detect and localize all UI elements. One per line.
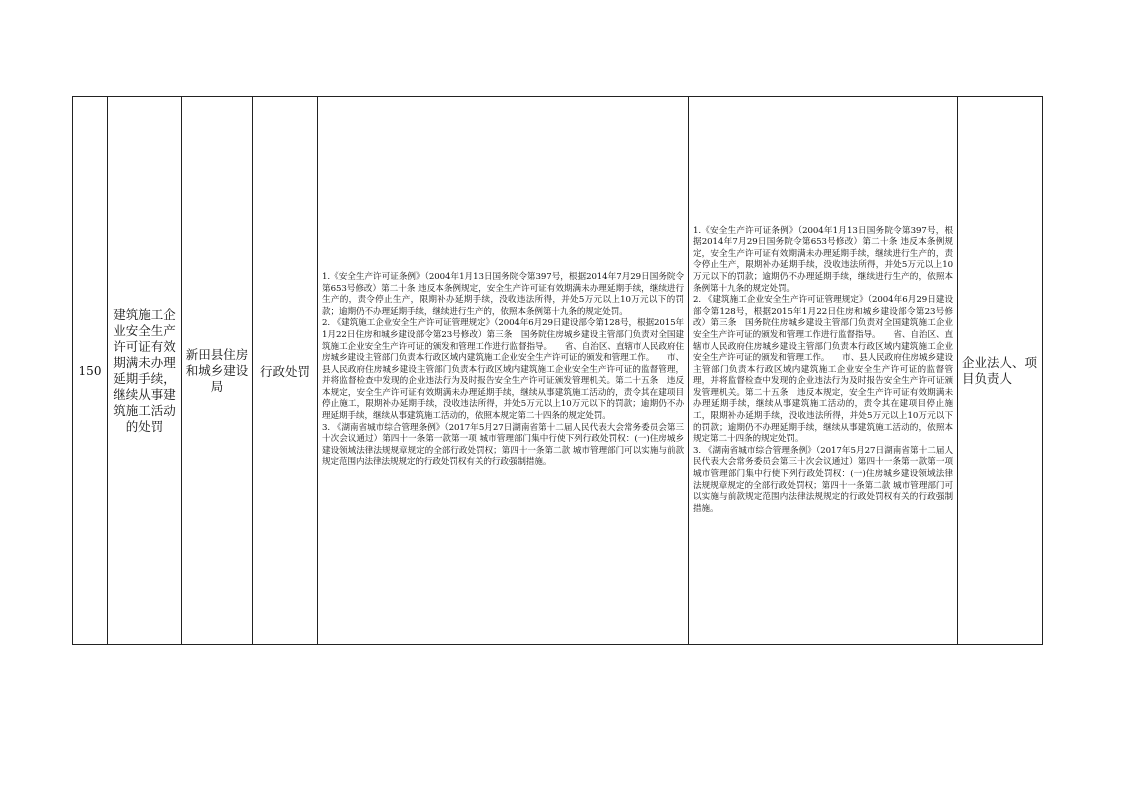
legal-basis-clause-2: 2. 《建筑施工企业安全生产许可证管理规定》（2004年6月29日建设部令第128号，根据2015年1月22日住房和城乡建设部令第23号修改）第三条 国务院住房城乡建设主管部门负责对全国建筑施工企业安全生产许可证的颁发和管理工作进行监督指导。 省、自治区、直辖市人民政府住房城乡建设主管部门负责本行政区域内建筑施工企业安全生产许可证的颁发和管理工作。 市、县人民政府住房城乡建设主管部门负责本行政区域内建筑施工企业安全生产许可证的监督管理，并将监督检查中发现的企业违法行为及时报告安全生产许可证颁发管理机关。第二十五条 违反本规定，安全生产许可证有效期满未办理延期手续，继续从事建筑施工活动的，责令其在建项目停止施工，限期补办延期手续，没收违法所得，并处5万元以上10万元以下的罚款；逾期仍不办理延期手续，继续从事建筑施工活动的，依照本规定第二十四条的规定处罚。: [322, 318, 684, 422]
legal-basis-2-clause-1: 1.《安全生产许可证条例》（2004年1月13日国务院令第397号，根据2014年7月29日国务院令第653号修改）第二十条 违反本条例规定，安全生产许可证有效期满未办理延期手续，继续进行生产的，责令停止生产，限期补办延期手续，没收违法所得，并处5万元以上10万元以下的罚款；逾期仍不办理延期手续，继续进行生产的，依照本条例第十九条的规定处罚。: [693, 225, 953, 294]
responsible-subject: 企业法人、项目负责人: [958, 97, 1043, 645]
legal-basis-cell-2: [689, 97, 958, 645]
legal-basis-2-clause-2: 2. 《建筑施工企业安全生产许可证管理规定》（2004年6月29日建设部令第128号，根据2015年1月22日住房和城乡建设部令第23号修改）第三条 国务院住房城乡建设主管部门负责对全国建筑施工企业安全生产许可证的颁发和管理工作进行监督指导。 省、自治区、直辖市人民政府住房城乡建设主管部门负责本行政区域内建筑施工企业安全生产许可证的颁发和管理工作。 市、县人民政府住房城乡建设主管部门负责本行政区域内建筑施工企业安全生产许可证的监督管理，并将监督检查中发现的企业违法行为及时报告安全生产许可证颁发管理机关。第二十五条 违反本规定，安全生产许可证有效期满未办理延期手续，继续从事建筑施工活动的，责令其在建项目停止施工，限期补办延期手续，没收违法所得，并处5万元以上10万元以下的罚款；逾期仍不办理延期手续，继续从事建筑施工活动的，依照本规定第二十四条的规定处罚。: [693, 295, 953, 445]
action-type: 行政处罚: [253, 97, 318, 645]
row-number: 150: [73, 97, 108, 645]
legal-basis-2-clause-3: 3. 《湖南省城市综合管理条例》（2017年5月27日湖南省第十二届人民代表大会常务委员会第三十次会议通过）第四十一条第一款第一项 城市管理部门集中行使下列行政处罚权：(一)住房城乡建设领域法律法规规章规定的全部行政处罚权；第四十一条第二款 城市管理部门可以实施与前款规定范围内法律法规规定的行政处罚权有关的行政强制措施。: [693, 445, 953, 514]
legal-basis-cell: [318, 97, 689, 645]
table-row: [73, 97, 1043, 645]
department: 新田县住房和城乡建设局: [182, 97, 253, 645]
legal-basis-clause-1: 1.《安全生产许可证条例》（2004年1月13日国务院令第397号，根据2014年7月29日国务院令第653号修改）第二十条 违反本条例规定，安全生产许可证有效期满未办理延期手续，继续进行生产的，责令停止生产，限期补办延期手续，没收违法所得，并处5万元以上10万元以下的罚款；逾期仍不办理延期手续，继续进行生产的，依照本条例第十九条的规定处罚。: [322, 271, 684, 317]
responsibility-table: [72, 96, 1043, 645]
legal-basis-2: [689, 226, 957, 516]
item-name: 建筑施工企业安全生产许可证有效期满未办理延期手续，继续从事建筑施工活动的处罚: [108, 97, 182, 645]
legal-basis-clause-3: 3. 《湖南省城市综合管理条例》（2017年5月27日湖南省第十二届人民代表大会常务委员会第三十次会议通过）第四十一条第一款第一项 城市管理部门集中行使下列行政处罚权：(一)住房城乡建设领域法律法规规章规定的全部行政处罚权；第四十一条第二款 城市管理部门可以实施与前款规定范围内法律法规规定的行政处罚权有关的行政强制措施。: [322, 422, 684, 468]
legal-basis: [318, 272, 688, 469]
